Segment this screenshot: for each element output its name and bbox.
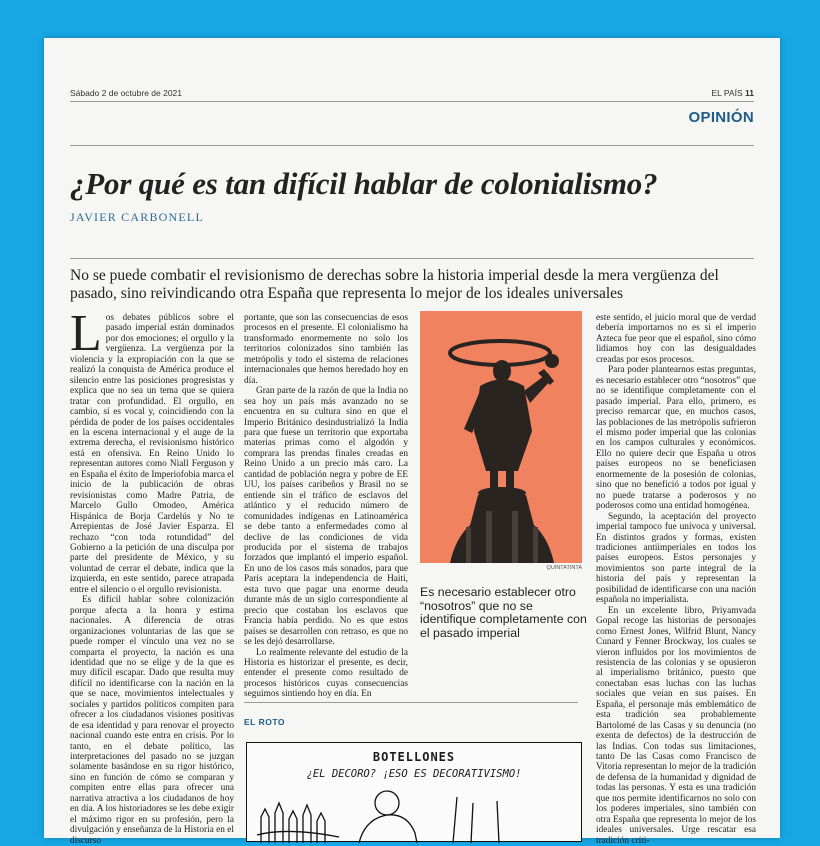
paragraph — [70, 305, 234, 595]
section-rule — [70, 145, 754, 146]
cartoon-rule — [244, 702, 578, 703]
page-inner — [70, 38, 757, 846]
paragraph-text: os debates públicos sobre el pasado imperial están dominados por dos emociones; el orgullo y la vergüenza. La vergüenza por la violencia y la expropiación con la que se realizó la conquista de América produce el silencio entre las posiciones progresistas y explica que no sea un tema que se quiera tratar con profundidad. El orgullo, en cambio, sí es vocal y, coincidiendo con la pérdida de poder de los países occidentales en la escena internacional y el auge de la extrema derecha, el revisionismo histórico está en ofensiva. En Reino Unido lo representan autores como Niall Ferguson y en España el éxito de Imperiofobia marca el inicio de la publicación de obras revisionistas como Madre Patria, de Marcelo Gullo Omodeo, América Hispánica de Borja Cardelús y No te Arrepientas de José Javier Esparza. El rechazo “con toda rotundidad” del Gobierno a la petición de una disculpa por parte del presidente de México, y su voluntad de cerrar el debate, indica que la izquierda, en este sentido, parece atrapada entre el silencio o el orgullo revisionista. — [70, 313, 234, 595]
paragraph: Segundo, la aceptación del proyecto imperial tampoco fue unívoca y universal. En distintos grados y formas, existen tradiciones antiimperiales en todos los países europeos. Estos personajes y movimientos son parte integral de la historia del país y representan la posibilidad de identificarse con una nación española no imperialista. — [596, 511, 756, 606]
paragraph: Es difícil hablar sobre colonización porque afecta a la honra y estima nacionales. A diferencia de otras organizaciones voluntarias de las que se puede romper el vínculo una vez no se comparta el proyecto, la nación es una identidad que no se elige y de la que es muy difícil escapar. Dado que resulta muy difícil no identificarse con la nación en la que se nace, movimientos intelectuales y sociales y partidos políticos compiten para ofrecer a los ciudadanos visiones positivas de esa identidad y para renovar el proyecto nacional cuando este entra en crisis. Por lo tanto, en el debate político, las interpretaciones del pasado no se juzgan solamente basándose en su rigor histórico, sino en función de cómo se comparan y compiten entre ellas para ofrecer una narrativa atractiva a los ciudadanos de hoy en día. A los historiadores se les debe exigir el máximo rigor en su profesión, pero la divulgación y enseñanza de la Historia en el discurso — [70, 595, 234, 846]
article-column-2 — [244, 313, 408, 700]
cartoon-title: BOTELLONES — [372, 750, 456, 764]
paragraph: Para poder plantearnos estas preguntas, es necesario establecer otro “nosotros” que no se identifique completamente con el pasado imperial. Para ello, primero, es preciso remarcar que, en muchos casos, las poblaciones de las metrópolis sufrieron el mismo poder imperial que las colonias en los campos culturales y económicos. Ello no quiere decir que España u otros países europeos no se beneficiasen enormemente de la posesión de colonias, sino que no benefició a todos por igual y no puede tratarse a poderosos y no poderosos como una entidad homogénea. — [596, 365, 756, 512]
el-roto-cartoon — [246, 742, 582, 842]
pull-quote: Es necesario establecer otro “nosotros” que no se identifique completamente con el pasado imperial — [420, 585, 587, 640]
page-number: 11 — [745, 88, 754, 98]
issue-date: Sábado 2 de octubre de 2021 — [70, 88, 183, 98]
paragraph: este sentido, el juicio moral que de verdad debería importarnos no es si el imperio Azteca fue peor que el español, sino cómo lidiamos hoy con las desigualdades creadas por esos procesos. — [596, 313, 756, 365]
article-headline: ¿Por qué es tan difícil hablar de colonialismo? — [70, 166, 658, 201]
standfirst-rule — [70, 258, 754, 259]
cartoon-drawing — [247, 743, 583, 843]
section-label: OPINIÓN — [688, 109, 754, 126]
paragraph: Lo realmente relevante del estudio de la Historia es historizar el presente, es decir, entender el presente como resultado de procesos históricos cuyas consecuencias seguimos sintiendo hoy en día. En — [244, 647, 408, 700]
statue-photo — [420, 311, 582, 563]
article-standfirst: No se puede combatir el revisionismo de derechas sobre la historia imperial desde la mera vergüenza del pasado, sino reivindicando otra España que representa lo mejor de los ideales universales — [70, 267, 719, 302]
columbus-statue-illustration — [420, 311, 582, 563]
paragraph: Gran parte de la razón de que la India no sea hoy un país más avanzado no se encuentra en su cultura sino en que el Imperio Británico desindustrializó la India para que fuese un territorio que exportaba materias primas como el algodón y comprara las prendas finales creadas en Reino Unido a un precio más caro. La cantidad de población negra y pobre de EE UU, los países caribeños y Brasil no se entiende sin el tráfico de esclavos del atlántico y el reducido número de comunidades indígenas en Latinoamérica se debe tanto a enfermedades como al declive de las condiciones de vida producida por el sistema de trabajos forzados que implantó el imperio español. En uno de los casos más sonados, para que París aceptara la independencia de Haití, esta tuvo que pagar una enorme deuda durante más de un siglo correspondiente al precio que costaban los esclavos que Francia había perdido. No es que estos países se desarrollen con retraso, es que no se les dejó desarrollarse. — [244, 386, 408, 648]
cartoon-caption: ¿EL DECORO? ¡ESO ES DECORATIVISMO! — [306, 768, 522, 780]
newspaper-page — [44, 38, 780, 846]
paragraph: En un excelente libro, Priyamvada Gopal recoge las historias de personajes como Ernest Jones, Wilfrid Blunt, Nancy Cunard y Fenner Brockway, los cuales se vieron influidos por los movimientos de resistencia de las colonias y se opusieron al imperialismo británico, puesto que conectaban esas luchas con las luchas sociales que veían en sus países. En España, el personaje más emblemático de esta tradición sea probablemente Bartolomé de las Casas y su denuncia (no exenta de defectos) de la destrucción de las Indias. Con todas sus limitaciones, tanto De las Casas como Francisco de Vitoria representan lo mejor de la tradición de defensa de la humanidad y dignidad de todas las personas. Y esta es una tradición que nos permite identificarnos no solo con los poderes imperiales, sino también con otra España que representa lo mejor de los ideales universales. Urge rescatar esa tradición críti- — [596, 605, 757, 846]
masthead-page — [711, 88, 754, 98]
cartoon-section-label: EL ROTO — [244, 717, 285, 727]
drop-cap: L — [70, 305, 102, 362]
header-rule — [70, 101, 754, 102]
newspaper-name: EL PAÍS — [711, 88, 743, 98]
page-header — [70, 88, 754, 98]
article-column-3 — [596, 313, 757, 846]
paragraph: portante, que son las consecuencias de esos procesos en el presente. El colonialismo ha transformado enormemente no solo los territorios colonizados sino también las metrópolis y todo el sistema de relaciones internacionales que hemos heredado hoy en día. — [244, 313, 408, 386]
article-byline: JAVIER CARBONELL — [70, 210, 204, 224]
article-column-1 — [70, 305, 234, 846]
photo-credit: QUINTATINTA — [546, 565, 582, 571]
